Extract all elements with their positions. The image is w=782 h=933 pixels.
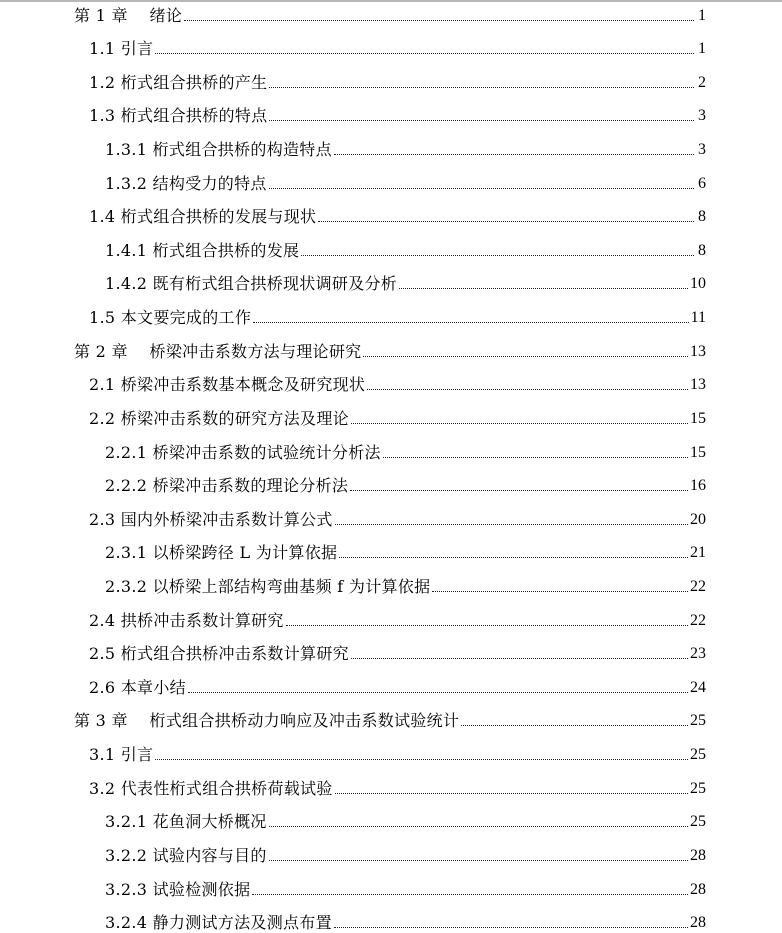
toc-entry-title: 1.5 本文要完成的工作 (89, 308, 252, 327)
toc-entry-title: 1.1 引言 (89, 39, 154, 58)
toc-leader-dots (318, 221, 694, 222)
toc-leader-dots (363, 356, 688, 357)
toc-leader-dots (461, 725, 688, 726)
toc-entry[interactable] (105, 909, 706, 933)
toc-entry[interactable] (89, 607, 706, 631)
toc-entry-page: 25 (690, 746, 706, 763)
toc-entry-page: 10 (690, 275, 706, 292)
toc-entry-title: 3.2.4 静力测试方法及测点布置 (105, 913, 332, 932)
toc-leader-dots (269, 188, 694, 189)
toc-entry[interactable] (105, 472, 706, 496)
toc-leader-dots (301, 255, 694, 256)
toc-leader-dots (334, 154, 694, 155)
toc-entry-page: 8 (698, 208, 706, 225)
toc-leader-dots (188, 692, 688, 693)
toc-entry-page: 13 (690, 376, 706, 393)
toc-entry-page: 25 (690, 712, 706, 729)
toc-entry-title: 1.3.1 桁式组合拱桥的构造特点 (105, 140, 332, 159)
toc-entry-title: 2.5 桁式组合拱桥冲击系数计算研究 (89, 644, 349, 663)
toc-leader-dots (184, 20, 694, 21)
toc-entry[interactable] (105, 136, 706, 160)
toc-entry[interactable] (89, 674, 706, 698)
toc-entry[interactable] (89, 35, 706, 59)
toc-entry-page: 3 (698, 141, 706, 158)
toc-entry-title: 2.1 桥梁冲击系数基本概念及研究现状 (89, 375, 366, 394)
toc-leader-dots (334, 927, 688, 928)
toc-entry[interactable] (105, 170, 706, 194)
toc-entry-title: 1.4 桁式组合拱桥的发展与现状 (89, 207, 317, 226)
toc-entry-page: 15 (690, 410, 706, 427)
toc-entry-title: 第 3 章 桁式组合拱桥动力响应及冲击系数试验统计 (74, 711, 460, 730)
toc-entry[interactable] (74, 707, 706, 731)
toc-entry-title: 第 2 章 桥梁冲击系数方法与理论研究 (74, 342, 362, 361)
toc-entry[interactable] (89, 371, 706, 395)
toc-entry-title: 3.1 引言 (89, 745, 154, 764)
toc-entry-page: 21 (690, 544, 706, 561)
toc-entry-page: 23 (690, 645, 706, 662)
toc-entry[interactable] (89, 203, 706, 227)
toc-entry[interactable] (105, 439, 706, 463)
toc-leader-dots (351, 658, 688, 659)
toc-leader-dots (286, 625, 688, 626)
toc-entry-title: 2.2.2 桥梁冲击系数的理论分析法 (105, 476, 349, 495)
toc-entry-page: 22 (690, 578, 706, 595)
toc-entry-title: 第 1 章 绪论 (74, 6, 183, 25)
toc-entry-page: 28 (690, 881, 706, 898)
toc-leader-dots (399, 288, 688, 289)
toc-entry-page: 25 (690, 813, 706, 830)
toc-entry-page: 24 (690, 679, 706, 696)
toc-entry-page: 1 (698, 7, 706, 24)
toc-entry-page: 8 (698, 242, 706, 259)
toc-entry-title: 2.6 本章小结 (89, 678, 186, 697)
toc-entry-title: 1.3 桁式组合拱桥的特点 (89, 106, 268, 125)
toc-entry[interactable] (89, 775, 706, 799)
toc-entry[interactable] (105, 876, 706, 900)
toc-leader-dots (269, 120, 694, 121)
toc-leader-dots (269, 826, 688, 827)
toc-entry-page: 25 (690, 780, 706, 797)
toc-entry-title: 2.3 国内外桥梁冲击系数计算公式 (89, 510, 333, 529)
toc-entry-title: 3.2.2 试验内容与目的 (105, 846, 267, 865)
toc-entry-title: 1.3.2 结构受力的特点 (105, 174, 267, 193)
toc-entry[interactable] (89, 640, 706, 664)
toc-entry[interactable] (89, 506, 706, 530)
toc-entry-title: 2.2.1 桥梁冲击系数的试验统计分析法 (105, 443, 381, 462)
toc-entry[interactable] (105, 539, 706, 563)
toc-entry[interactable] (89, 304, 706, 328)
toc-leader-dots (155, 53, 694, 54)
toc-leader-dots (335, 793, 688, 794)
toc-entry-page: 28 (690, 914, 706, 931)
toc-entry-page: 13 (690, 343, 706, 360)
toc-entry-page: 28 (690, 847, 706, 864)
toc-leader-dots (335, 524, 688, 525)
toc-entry[interactable] (105, 842, 706, 866)
toc-leader-dots (269, 860, 688, 861)
toc-entry-title: 3.2.1 花鱼洞大桥概况 (105, 812, 267, 831)
toc-entry-page: 15 (690, 444, 706, 461)
toc-entry-page: 6 (698, 175, 706, 192)
toc-leader-dots (269, 87, 694, 88)
toc-entry[interactable] (74, 2, 706, 26)
toc-entry[interactable] (89, 102, 706, 126)
toc-entry[interactable] (105, 573, 706, 597)
toc-entry-page: 16 (690, 477, 706, 494)
toc-entry[interactable] (105, 270, 706, 294)
toc-leader-dots (339, 557, 688, 558)
toc-entry-title: 1.4.1 桁式组合拱桥的发展 (105, 241, 300, 260)
toc-entry-title: 3.2 代表性桁式组合拱桥荷载试验 (89, 779, 333, 798)
toc-leader-dots (350, 490, 688, 491)
toc-entry-title: 2.3.2 以桥梁上部结构弯曲基频 f 为计算依据 (105, 577, 431, 596)
toc-leader-dots (367, 389, 688, 390)
toc-entry-title: 3.2.3 试验检测依据 (105, 880, 251, 899)
toc-entry-title: 1.2 桁式组合拱桥的产生 (89, 73, 268, 92)
toc-entry-title: 1.4.2 既有桁式组合拱桥现状调研及分析 (105, 274, 398, 293)
toc-entry[interactable] (105, 808, 706, 832)
toc-entry-title: 2.2 桥梁冲击系数的研究方法及理论 (89, 409, 349, 428)
toc-entry[interactable] (74, 338, 706, 362)
toc-entry-title: 2.3.1 以桥梁跨径 L 为计算依据 (105, 543, 338, 562)
toc-entry-page: 2 (698, 74, 706, 91)
toc-entry-page: 22 (690, 612, 706, 629)
toc-entry-page: 3 (698, 107, 706, 124)
toc-leader-dots (252, 894, 688, 895)
toc-entry[interactable] (89, 69, 706, 93)
toc-leader-dots (432, 591, 688, 592)
toc-leader-dots (155, 759, 688, 760)
toc-entry[interactable] (89, 741, 706, 765)
toc-leader-dots (253, 322, 688, 323)
toc-entry-page: 1 (698, 40, 706, 57)
toc-leader-dots (351, 423, 688, 424)
toc-entry[interactable] (105, 237, 706, 261)
toc-leader-dots (383, 457, 688, 458)
toc-entry-page: 11 (690, 309, 706, 326)
toc-entry-page: 20 (690, 511, 706, 528)
toc-entry[interactable] (89, 405, 706, 429)
toc-entry-title: 2.4 拱桥冲击系数计算研究 (89, 611, 284, 630)
